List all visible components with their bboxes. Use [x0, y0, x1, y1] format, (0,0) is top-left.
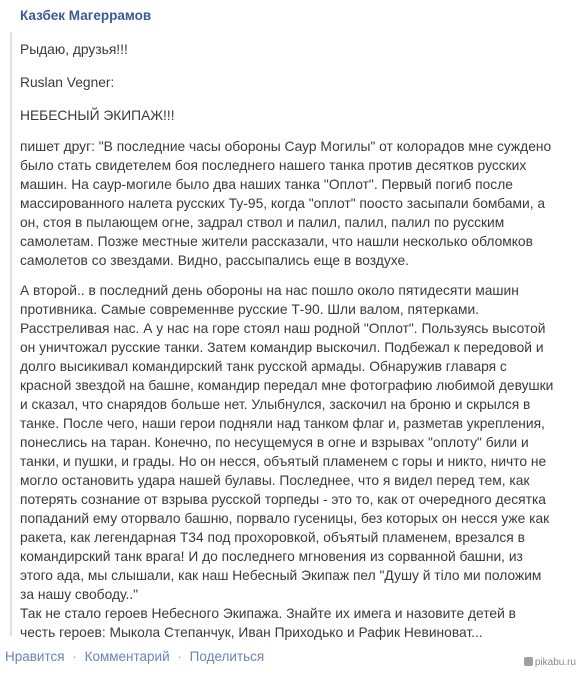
post-paragraph: Ruslan Vegner:: [20, 75, 115, 90]
watermark-text: pikabu.ru: [534, 657, 576, 668]
post-author-name[interactable]: Казбек Магеррамов: [20, 8, 152, 23]
post-actions-bar: [5, 648, 264, 666]
post-paragraph: А второй.. в последний день обороны на нас пошло около пятидесяти машин противника. Самые современнве русские Т-90. Шли валом, пятерками. Расстреливая нас. А у нас на горе стоял наш родной "Оплот". Пользуясь высотой он уничтожал русские танки. Затем командир выскочил. Подбежал к передовой и долго высикивал командирский танк русской армады. Обнаружив главаря с красной звездой на башне, командир передал мне фотографию любимой девушки и сказал, что снарядов больше нет. Улыбнулся, заскочил на броню и скрылся в танке. После чего, наши герои подняли над танком флаг и, разметав укрепления, понеслись на таран. Конечно, по несущемуся в огне и взрывах "оплоту" били и танки, и пушки, и грады. Но он несся, объятый пламенем с горы и никто, ничто не могло остановить удара нашей булавы. Последнее, что я видел перед тем, как потерять сознание от взрыва русской торпеды - это то, как от очередного десятка попаданий ему оторвало башню, порвало гусеницы, без которых он несся уже как ракета, как легендарная Т34 под прохоровкой, объятый пламенем, врезался в командирский танк врага! И до последнего мгновения из сорванной башни, из этого ада, мы слышали, как наш Небесный Экипаж пел "Душу й тiло ми положим за нашу свободу.." Так не стало героев Небесного Экипажа. Знайте их имега и назовите детей в честь героев: Мыкола Степанчук, Иван Приходько и Рафик Невиноват...: [20, 283, 554, 640]
site-watermark: [524, 657, 576, 669]
action-separator: ·: [72, 649, 77, 664]
pikabu-logo-icon: [524, 657, 533, 666]
comment-link[interactable]: Комментарий: [84, 649, 170, 664]
action-separator: ·: [177, 649, 182, 664]
like-link[interactable]: Нравится: [5, 649, 65, 664]
post-quote-block: [10, 32, 578, 640]
post-paragraph: Рыдаю, друзья!!!: [20, 42, 128, 57]
share-link[interactable]: Поделиться: [189, 649, 265, 664]
post-paragraph: НЕБЕСНЫЙ ЭКИПАЖ!!!: [20, 108, 175, 123]
post-paragraph: пишет друг: "В последние часы обороны Саур Могилы" от колорадов мне суждено было стать свидетелем боя последнего нашего танка против десятков русских машин. На саур-могиле было два наших танка "Оплот". Первый погиб после массированного налета русских Ту-95, когда "оплот" поосто засыпали бомбами, а он, стоя в пылающем огне, задрал ствол и палил, палил, палил по русским самолетам. Позже местные жители рассказали, что нашли несколько обломков самолетов со звездами. Видно, рассыпались еще в воздухе.: [20, 139, 552, 268]
